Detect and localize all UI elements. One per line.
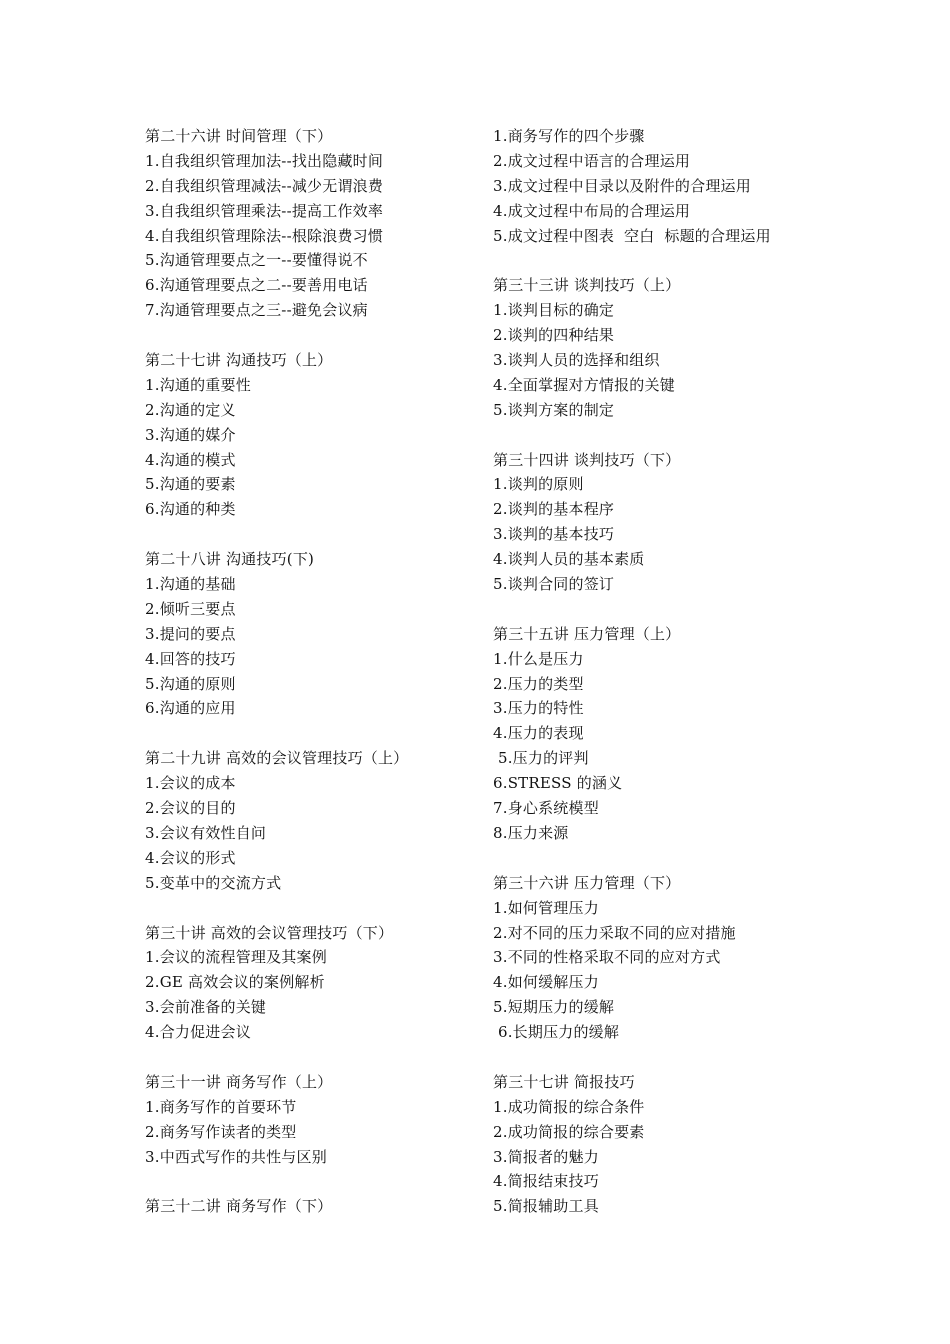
lecture-heading: 第三十五讲 压力管理（上）: [493, 624, 681, 643]
lecture-heading: 第三十四讲 谈判技巧（下）: [493, 450, 681, 469]
section-spacer: [493, 423, 913, 448]
lecture-item: 5.简报辅助工具: [493, 1197, 599, 1216]
lecture-item: 3.简报者的魅力: [493, 1147, 599, 1166]
lecture-item: 4.会议的形式: [145, 848, 236, 867]
lecture-item: 2.成文过程中语言的合理运用: [493, 151, 691, 170]
lecture-item: 1.自我组织管理加法--找出隐藏时间: [145, 151, 384, 170]
lecture-heading: 第三十一讲 商务写作（上）: [145, 1072, 333, 1091]
lecture-item: 1.什么是压力: [493, 649, 584, 668]
lecture-item: 3.沟通的媒介: [145, 425, 236, 444]
lecture-item: 2.GE 高效会议的案例解析: [145, 973, 325, 992]
section-spacer: [145, 1169, 485, 1194]
lecture-item: 2.倾听三要点: [145, 599, 236, 618]
lecture-item: 2.对不同的压力采取不同的应对措施: [493, 923, 736, 942]
section-spacer: [493, 248, 913, 273]
lecture-item: 4.如何缓解压力: [493, 973, 599, 992]
lecture-item: 4.成文过程中布局的合理运用: [493, 201, 691, 220]
lecture-heading: 第三十七讲 简报技巧: [493, 1072, 635, 1091]
lecture-item: 3.会议有效性自问: [145, 823, 267, 842]
lecture-item: 1.谈判的原则: [493, 475, 584, 494]
lecture-item: 6.沟通的种类: [145, 500, 236, 519]
lecture-item: 3.提问的要点: [145, 624, 236, 643]
section-spacer: [145, 721, 485, 746]
lecture-heading: 第三十六讲 压力管理（下）: [493, 873, 681, 892]
lecture-item: 3.会前准备的关键: [145, 998, 267, 1017]
lecture-item: 2.压力的类型: [493, 674, 584, 693]
lecture-item: 3.自我组织管理乘法--提高工作效率: [145, 201, 384, 220]
lecture-item: 6.沟通管理要点之二--要善用电话: [145, 276, 368, 295]
lecture-heading: 第二十六讲 时间管理（下）: [145, 127, 333, 145]
section-spacer: [493, 597, 913, 622]
lecture-item: 2.沟通的定义: [145, 400, 236, 419]
section-spacer: [145, 896, 485, 921]
section-spacer: [493, 1045, 913, 1070]
lecture-item: 5.谈判合同的签订: [493, 575, 615, 594]
lecture-item: 1.会议的成本: [145, 774, 236, 793]
lecture-item: 4.合力促进会议: [145, 1023, 251, 1042]
section-spacer: [493, 846, 913, 871]
lecture-heading: 第三十讲 高效的会议管理技巧（下）: [145, 923, 394, 942]
lecture-item: 3.成文过程中目录以及附件的合理运用: [493, 176, 751, 195]
lecture-heading: 第二十八讲 沟通技巧(下): [145, 550, 315, 569]
section-spacer: [145, 522, 485, 547]
lecture-item: 5.变革中的交流方式: [145, 873, 282, 892]
lecture-item: 5.谈判方案的制定: [493, 400, 615, 419]
lecture-item: 3.中西式写作的共性与区别: [145, 1147, 327, 1166]
lecture-item: 2.谈判的基本程序: [493, 500, 615, 519]
lecture-item: 1.沟通的重要性: [145, 375, 251, 394]
lecture-heading: 第三十三讲 谈判技巧（上）: [493, 276, 681, 295]
lecture-item: 1.商务写作的四个步骤: [493, 127, 645, 145]
lecture-item: 5.压力的评判: [493, 749, 589, 768]
lecture-item: 5.沟通的原则: [145, 674, 236, 693]
lecture-item: 1.商务写作的首要环节: [145, 1097, 297, 1116]
lecture-item: 3.不同的性格采取不同的应对方式: [493, 948, 721, 967]
lecture-heading: 第二十九讲 高效的会议管理技巧（上）: [145, 749, 409, 768]
lecture-item: 6.STRESS 的涵义: [493, 774, 623, 793]
lecture-item: 5.沟通的要素: [145, 475, 236, 494]
lecture-item: 3.谈判的基本技巧: [493, 525, 615, 544]
lecture-item: 1.会议的流程管理及其案例: [145, 948, 327, 967]
lecture-heading: 第三十二讲 商务写作（下）: [145, 1197, 333, 1216]
lecture-item: 6.长期压力的缓解: [493, 1023, 620, 1042]
lecture-item: 8.压力来源: [493, 823, 569, 842]
left-column: [145, 124, 485, 1219]
lecture-item: 7.沟通管理要点之三--避免会议病: [145, 301, 368, 320]
lecture-item: 4.全面掌握对方情报的关键: [493, 375, 675, 394]
lecture-item: 2.谈判的四种结果: [493, 326, 615, 345]
lecture-item: 4.回答的技巧: [145, 649, 236, 668]
lecture-item: 1.沟通的基础: [145, 575, 236, 594]
lecture-item: 6.沟通的应用: [145, 699, 236, 718]
lecture-item: 3.压力的特性: [493, 699, 584, 718]
section-spacer: [145, 323, 485, 348]
lecture-item: 4.沟通的模式: [145, 450, 236, 469]
lecture-item: 3.谈判人员的选择和组织: [493, 351, 660, 370]
lecture-item: 1.如何管理压力: [493, 898, 599, 917]
lecture-item: 5.短期压力的缓解: [493, 998, 615, 1017]
lecture-item: 2.会议的目的: [145, 799, 236, 818]
lecture-item: 4.谈判人员的基本素质: [493, 550, 645, 569]
lecture-item: 2.自我组织管理减法--减少无谓浪费: [145, 176, 384, 195]
lecture-heading: 第二十七讲 沟通技巧（上）: [145, 351, 333, 370]
right-column: [493, 124, 913, 1219]
lecture-item: 2.商务写作读者的类型: [145, 1122, 297, 1141]
lecture-item: 4.压力的表现: [493, 724, 584, 743]
lecture-item: 2.成功简报的综合要素: [493, 1122, 645, 1141]
lecture-item: 1.谈判目标的确定: [493, 301, 615, 320]
lecture-item: 7.身心系统模型: [493, 799, 599, 818]
lecture-item: 5.成文过程中图表 空白 标题的合理运用: [493, 226, 771, 245]
section-spacer: [145, 1045, 485, 1070]
lecture-item: 5.沟通管理要点之一--要懂得说不: [145, 251, 368, 270]
lecture-item: 1.成功简报的综合条件: [493, 1097, 645, 1116]
lecture-item: 4.简报结束技巧: [493, 1172, 599, 1191]
lecture-item: 4.自我组织管理除法--根除浪费习惯: [145, 226, 384, 245]
